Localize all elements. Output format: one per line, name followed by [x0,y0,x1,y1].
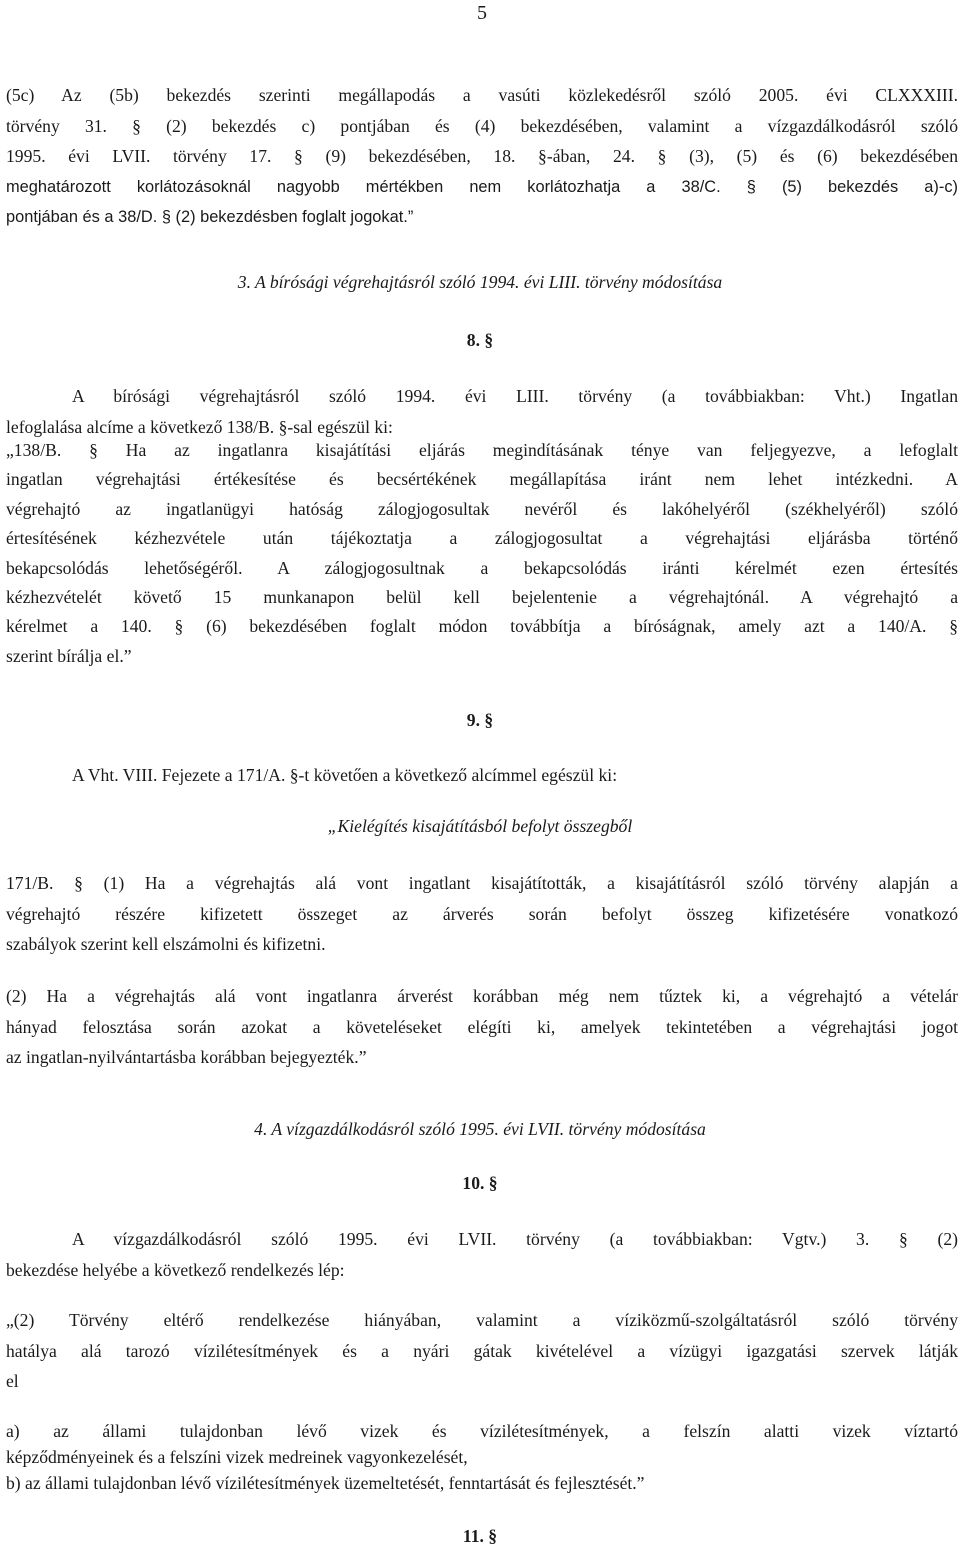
text-line: ingatlan végrehajtási értékesítése és becsértékének megállapítása iránt nem lehet intézkedni. A [6,469,958,490]
section-heading-3: 3. A bírósági végrehajtásról szóló 1994. évi LIII. törvény módosítása [237,272,723,292]
text-line: 1995. évi LVII. törvény 17. § (9) bekezdésében, 18. §-ában, 24. § (3), (5) és (6) bekezdésében [6,146,958,166]
subtitle-9: „Kielégítés kisajátításból befolyt összegből [327,816,633,836]
text-line: „138/B. § Ha az ingatlanra kisajátítási eljárás megindításának ténye van feljegyezve, a lefoglalt [6,440,958,460]
section-10-title: 10. § [462,1173,498,1193]
text-line: bekapcsolódás lehetőségéről. A zálogjogosultnak a bekapcsolódás iránti kérelmét ezen értesítés [6,557,958,578]
text-line: az ingatlan-nyilvántartásba korábban bejegyezték.” [6,1047,367,1067]
text-line: 171/B. § (1) Ha a végrehajtás alá vont ingatlant kisajátították, a kisajátításról szóló törvény alapján a [6,873,958,893]
section-9-title: 9. § [466,710,494,730]
paragraph-9 [6,760,958,791]
paragraph-quote-2 [6,1305,958,1397]
section-8-title: 8. § [466,330,494,350]
text-line: pontjában és a 38/D. § (2) bekezdésben foglalt jogokat.” [6,208,414,226]
paragraph-171b-1 [6,868,958,960]
text-line: A bírósági végrehajtásról szóló 1994. évi LIII. törvény (a továbbiakban: Vht.) Ingatlan [72,386,958,406]
text-line: el [6,1371,19,1391]
text-line: a) az állami tulajdonban lévő vizek és vízilétesítmények, a felszín alatti vizek víztartó [6,1421,958,1441]
text-line: A Vht. VIII. Fejezete a 171/A. §-t követően a következő alcímmel egészül ki: [72,765,618,785]
text-line: hányad felosztása során azokat a követeléseket elégíti ki, amelyek tekintetében a végrehajtási jogot [6,1016,958,1037]
text-line: (2) Ha a végrehajtás alá vont ingatlanra árverést korábban még nem tűztek ki, a végrehajtó a vételár [6,986,958,1006]
paragraph-5c [6,80,958,233]
text-line: szabályok szerint kell elszámolni és kifizetni. [6,934,326,954]
text-line: lefoglalása alcíme a következő 138/B. §-sal egészül ki: [6,416,393,437]
text-line: törvény 31. § (2) bekezdés c) pontjában és (4) bekezdésében, valamint a vízgazdálkodásról szóló [6,115,958,136]
paragraph-point-a [6,1418,958,1470]
text-line: végrehajtó az ingatlanügyi hatóság zálogjogosultak nevéről és lakóhelyéről (székhelyéről) szóló [6,498,958,519]
paragraph-138b [6,436,958,671]
text-line: meghatározott korlátozásoknál nagyobb mértékben nem korlátozhatja a 38/C. § (5) bekezdés a)-c) [6,177,958,196]
text-line: bekezdése helyébe a következő rendelkezés lép: [6,1259,345,1280]
text-line: képződményeinek és a felszíni vizek medreinek vagyonkezelését, [6,1447,468,1467]
text-line: hatálya alá tarozó vízilétesítmények és a nyári gátak kivételével a vízügyi igazgatási szervek látják [6,1340,958,1361]
section-11-title: 11. § [462,1526,498,1546]
text-line: A vízgazdálkodásról szóló 1995. évi LVII. törvény (a továbbiakban: Vgtv.) 3. § (2) [72,1229,958,1249]
text-line: végrehajtó részére kifizetett összeget az árverés során befolyt összeg kifizetésére vonatkozó [6,903,958,924]
text-line: (5c) Az (5b) bekezdés szerinti megállapodás a vasúti közlekedésről szóló 2005. évi CLXXXIII. [6,85,958,105]
text-line: szerint bírálja el.” [6,645,132,666]
text-line: értesítésének kézhezvétele után tájékoztatja a zálogjogosultat a végrehajtási eljárásba történő [6,528,958,549]
paragraph-171b-2 [6,981,958,1073]
text-line: „(2) Törvény eltérő rendelkezése hiányában, valamint a víziközmű-szolgáltatásról szóló törvény [6,1310,958,1330]
section-heading-4: 4. A vízgazdálkodásról szóló 1995. évi LVII. törvény módosítása [254,1119,706,1139]
paragraph-10 [6,1224,958,1285]
paragraph-point-b [6,1470,958,1496]
page-number: 5 [477,2,487,24]
text-line: kézhezvételét követő 15 munkanapon belül kell bejelentenie a végrehajtónál. A végrehajtó a [6,587,958,608]
text-line: kérelmet a 140. § (6) bekezdésében foglalt módon továbbítja a bíróságnak, amely azt a 140/A. § [6,616,958,637]
paragraph-8 [6,381,958,442]
text-line: b) az állami tulajdonban lévő vízilétesítmények üzemeltetését, fenntartását és fejlesztését.” [6,1473,645,1493]
